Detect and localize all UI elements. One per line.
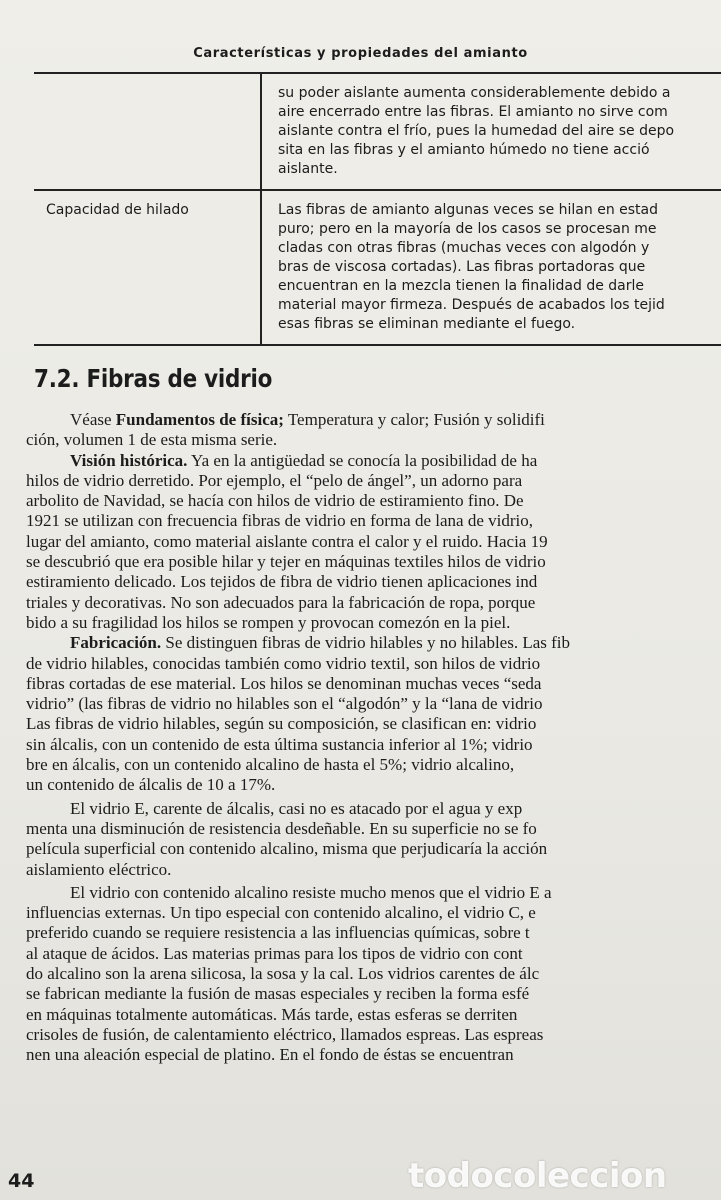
text-span: Véase: [70, 410, 116, 429]
running-head: Características y propiedades del amianto: [193, 46, 528, 61]
paragraph-line: ción, volumen 1 de esta misma serie.: [26, 430, 278, 450]
paragraph-line: vidrio” (las fibras de vidrio no hilables son el “algodón” y la “lana de vidrio: [26, 694, 543, 714]
bold-term: Fundamentos de física;: [115, 410, 284, 429]
paragraph-line: sin álcalis, con un contenido de esta última sustancia inferior al 1%; vidrio: [26, 734, 533, 754]
table-text-line: aire encerrado entre las fibras. El amianto no sirve com: [278, 104, 668, 120]
section-title: 7.2. Fibras de vidrio: [34, 364, 273, 393]
paragraph-line: do alcalino son la arena silicosa, la sosa y la cal. Los vidrios carentes de álc: [26, 964, 540, 984]
table-text-line: encuentran en la mezcla tienen la finalidad de darle: [278, 278, 645, 294]
paragraph-line: aislamiento eléctrico.: [26, 859, 172, 879]
table-text-line: Las fibras de amianto algunas veces se hilan en estad: [278, 202, 659, 218]
paragraph-line: menta una disminución de resistencia desdeñable. En su superficie no se fo: [26, 818, 537, 838]
paragraph-line: preferido cuando se requiere resistencia a las influencias químicas, sobre t: [26, 923, 530, 943]
paragraph-line: bre en álcalis, con un contenido alcalino de hasta el 5%; vidrio alcalino,: [26, 755, 515, 775]
paragraph-line: se descubrió que era posible hilar y tejer en máquinas textiles hilos de vidrio: [26, 552, 546, 572]
table-row: [34, 189, 721, 344]
paragraph-line: triales y decorativas. No son adecuados para la fabricación de ropa, porque: [26, 592, 536, 612]
table-text-line: su poder aislante aumenta considerablemente debido a: [278, 85, 671, 101]
table-row-label: [34, 74, 262, 189]
text-span: Ya en la antigüedad se conocía la posibilidad de ha: [187, 450, 538, 470]
table-text-line: sita en las fibras y el amianto húmedo no tiene acció: [278, 142, 650, 158]
table-text-line: puro; pero en la mayoría de los casos se procesan me: [278, 221, 657, 237]
paragraph-line: nen una aleación especial de platino. En el fondo de éstas se encuentran: [26, 1045, 514, 1065]
paragraph-line: en máquinas totalmente automáticas. Más tarde, estas esferas se derriten: [26, 1004, 518, 1024]
table-text-line: bras de viscosa cortadas). Las fibras portadoras que: [278, 259, 646, 275]
paragraph-line: [26, 410, 721, 430]
properties-table: [34, 72, 721, 346]
table-row-label: Capacidad de hilado: [34, 191, 262, 344]
watermark: todocoleccion: [408, 1156, 667, 1196]
paragraph-line: El vidrio E, carente de álcalis, casi no es atacado por el agua y exp: [70, 798, 523, 818]
bold-term: Fabricación.: [70, 633, 162, 653]
paragraph-line: estiramiento delicado. Los tejidos de fibra de vidrio tienen aplicaciones ind: [26, 572, 538, 592]
paragraph-line: se fabrican mediante la fusión de masas especiales y reciben la forma esfé: [26, 984, 530, 1004]
table-row-text: [262, 74, 721, 189]
paragraph-line: bido a su fragilidad los hilos se rompen y provocan comezón en la piel.: [26, 612, 511, 632]
paragraph-line: hilos de vidrio derretido. Por ejemplo, el “pelo de ángel”, un adorno para: [26, 470, 523, 490]
table-text-line: aislante contra el frío, pues la humedad del aire se depo: [278, 123, 675, 139]
paragraph-line: de vidrio hilables, conocidas también como vidrio textil, son hilos de vidrio: [26, 653, 541, 673]
paragraph-line: película superficial con contenido alcalino, misma que perjudicaría la acción: [26, 839, 548, 859]
paragraph-line: Las fibras de vidrio hilables, según su composición, se clasifican en: vidrio: [26, 714, 537, 734]
table-row-text: [262, 191, 721, 344]
body-text: [26, 410, 721, 1066]
bold-term: Visión histórica.: [70, 450, 188, 470]
paragraph-line: influencias externas. Un tipo especial con contenido alcalino, el vidrio C, e: [26, 903, 536, 923]
table-row: [34, 74, 721, 189]
text-span: Se distinguen fibras de vidrio hilables y no hilables. Las fib: [161, 633, 571, 653]
table-text-line: esas fibras se eliminan mediante el fuego.: [278, 316, 576, 332]
paragraph-line: crisoles de fusión, de calentamiento eléctrico, llamados espreas. Las espreas: [26, 1024, 544, 1044]
table-text-line: aislante.: [278, 161, 338, 177]
page-number: 44: [8, 1170, 35, 1192]
paragraph-line: lugar del amianto, como material aislante contra el calor y el ruido. Hacia 19: [26, 531, 548, 551]
paragraph-line: al ataque de ácidos. Las materias primas para los tipos de vidrio con cont: [26, 943, 523, 963]
paragraph-line: [26, 451, 721, 471]
paragraph-line: fibras cortadas de ese material. Los hilos se denominan muchas veces “seda: [26, 673, 542, 693]
table-text-line: cladas con otras fibras (muchas veces con algodón y: [278, 240, 650, 256]
table-text-line: material mayor firmeza. Después de acabados los tejid: [278, 297, 665, 313]
paragraph-line: El vidrio con contenido alcalino resiste mucho menos que el vidrio E a: [70, 882, 552, 902]
paragraph-line: arbolito de Navidad, se hacía con hilos de vidrio de estiramiento fino. De: [26, 491, 524, 511]
paragraph-line: 1921 se utilizan con frecuencia fibras de vidrio en forma de lana de vidrio,: [26, 511, 533, 531]
text-span: Temperatura y calor; Fusión y solidifi: [283, 410, 545, 429]
paragraph-line: un contenido de álcalis de 10 a 17%.: [26, 775, 276, 795]
paragraph-line: [26, 633, 721, 653]
